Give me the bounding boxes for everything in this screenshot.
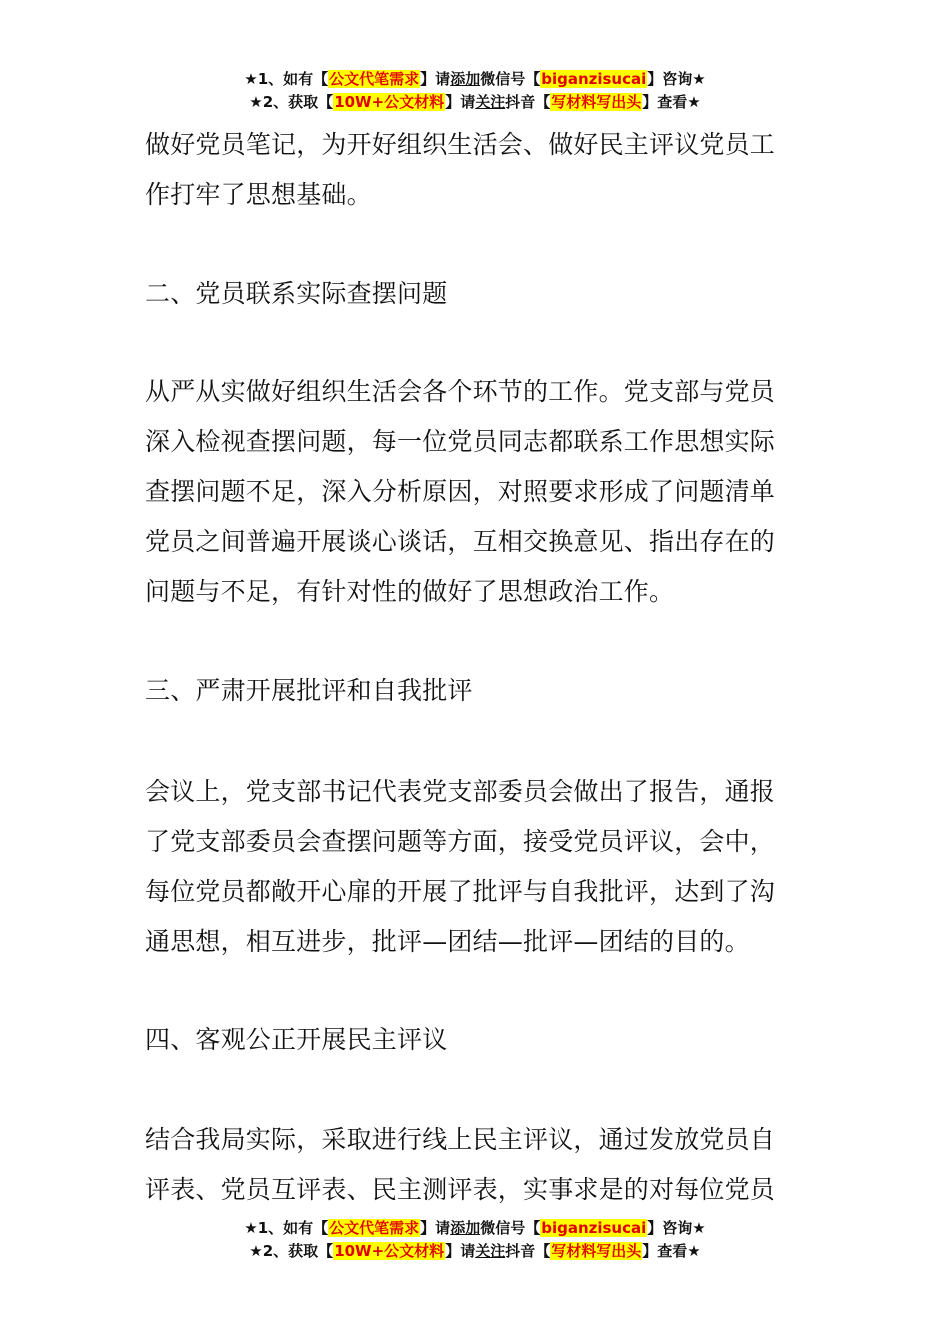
section-heading-4	[145, 1015, 815, 1065]
banner-text: 抖音【	[505, 93, 551, 111]
heading-text: 四、客观公正开展民主评议	[145, 1025, 448, 1054]
text-line: 查摆问题不足，深入分析原因，对照要求形成了问题清单	[145, 477, 776, 506]
paragraph-continued	[145, 120, 815, 220]
banner-highlight: 10W+公文材料	[334, 93, 445, 111]
banner-underline: 添加	[450, 1219, 481, 1237]
banner-text: 】咨询★	[647, 1219, 706, 1237]
heading-text: 三、严肃开展批评和自我批评	[145, 676, 473, 705]
text-line: 党员之间普遍开展谈心谈话，互相交换意见、指出存在的	[145, 527, 776, 556]
banner-highlight: 公文代笔需求	[329, 70, 420, 88]
banner-text: 】咨询★	[647, 70, 706, 88]
text-line: 了党支部委员会查摆问题等方面，接受党员评议，会中，	[145, 827, 776, 856]
text-line: 通思想，相互进步，批评—团结—批评—团结的目的。	[145, 927, 750, 956]
paragraph-4	[145, 1115, 815, 1215]
text-line: 评表、党员互评表、民主测评表，实事求是的对每位党员	[145, 1175, 776, 1204]
paragraph-2	[145, 367, 815, 617]
banner-underline: 关注	[475, 93, 506, 111]
banner-highlight: biganzisucai	[541, 70, 647, 88]
banner-text: ★2、获取【	[249, 1242, 334, 1260]
banner-text: 】请	[445, 1242, 476, 1260]
banner-text: 】请	[420, 1219, 451, 1237]
text-line: 会议上，党支部书记代表党支部委员会做出了报告，通报	[145, 777, 776, 806]
banner-line-2	[0, 1240, 950, 1263]
banner-text: 】查看★	[642, 93, 701, 111]
text-line: 作打牢了思想基础。	[145, 180, 372, 209]
text-line: 问题与不足，有针对性的做好了思想政治工作。	[145, 577, 675, 606]
banner-highlight: biganzisucai	[541, 1219, 647, 1237]
banner-text: ★2、获取【	[249, 93, 334, 111]
paragraph-3	[145, 767, 815, 967]
banner-highlight: 写材料写出头	[551, 1242, 642, 1260]
banner-highlight: 写材料写出头	[551, 93, 642, 111]
banner-text: 】请	[420, 70, 451, 88]
footer-banner	[0, 1217, 950, 1263]
text-line: 深入检视查摆问题，每一位党员同志都联系工作思想实际	[145, 427, 776, 456]
banner-text: 抖音【	[505, 1242, 551, 1260]
heading-text: 二、党员联系实际查摆问题	[145, 279, 448, 308]
banner-text: ★1、如有【	[244, 1219, 329, 1237]
banner-text: 】查看★	[642, 1242, 701, 1260]
banner-text: 】请	[445, 93, 476, 111]
banner-text: 微信号【	[480, 1219, 541, 1237]
section-heading-3	[145, 666, 815, 716]
banner-highlight: 10W+公文材料	[334, 1242, 445, 1260]
section-heading-2	[145, 269, 815, 319]
text-line: 从严从实做好组织生活会各个环节的工作。党支部与党员	[145, 377, 776, 406]
text-line: 结合我局实际，采取进行线上民主评议，通过发放党员自	[145, 1125, 776, 1154]
text-line: 做好党员笔记，为开好组织生活会、做好民主评议党员工	[145, 130, 776, 159]
banner-text: 微信号【	[480, 70, 541, 88]
banner-line-1	[0, 68, 950, 91]
text-line: 每位党员都敞开心扉的开展了批评与自我批评，达到了沟	[145, 877, 776, 906]
header-banner	[0, 68, 950, 114]
banner-line-2	[0, 91, 950, 114]
banner-underline: 添加	[450, 70, 481, 88]
banner-text: ★1、如有【	[244, 70, 329, 88]
banner-underline: 关注	[475, 1242, 506, 1260]
banner-line-1	[0, 1217, 950, 1240]
banner-highlight: 公文代笔需求	[329, 1219, 420, 1237]
